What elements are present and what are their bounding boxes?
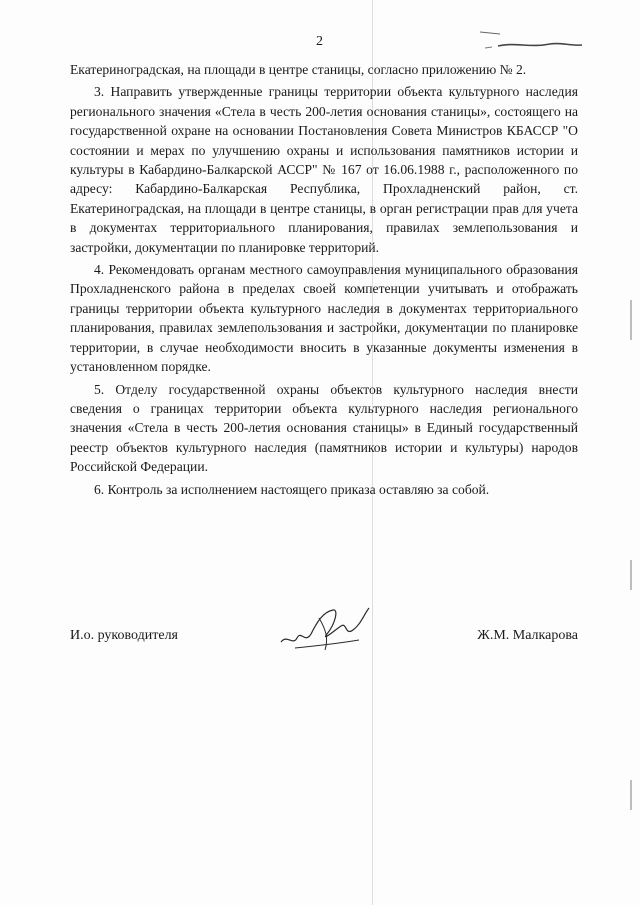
paragraph-item-4: 4. Рекомендовать органам местного самоуправления муниципального образования Прохладненского района в пределах своей компетенции учитывать и отображать границы территории объекта культурного наследия в документах территориального планирования, правилах землепользования и застройки, документации по планировке территории, в случае необходимости вносить в указанные документы изменения в установленном порядке.: [70, 262, 578, 375]
page-number: 2: [316, 34, 323, 49]
paragraph-item-3: 3. Направить утвержденные границы территории объекта культурного наследия регионального значения «Стела в честь 200-летия основания станицы», состоящего на государственной охране на основании Постановления Совета Министров КБАССР "О состоянии и мерах по улучшению охраны и использования памятников истории и культуры в Кабардино-Балкарской АССР" № 167 от 16.06.1988 г., расположенного по адресу: Кабардино-Балкарская Республика, Прохладненский район, ст. Екатериноградская, на площади в центре станицы, в орган регистрации прав для учета в документах территориального планирования, правилах землепользования и застройки, документации по планировке территорий.: [70, 84, 578, 255]
signature-block: [70, 608, 578, 668]
signer-position: И.о. руководителя: [70, 628, 179, 643]
signer-name: Ж.М. Малкарова: [477, 628, 578, 643]
paragraph-continuation: Екатериноградская, на площади в центре станицы, согласно приложению № 2.: [70, 62, 527, 77]
scan-edge-mark: [630, 300, 632, 340]
scan-edge-mark: [630, 780, 632, 810]
scan-edge-mark: [630, 560, 632, 590]
paragraph-item-6: 6. Контроль за исполнением настоящего приказа оставляю за собой.: [94, 481, 490, 497]
paragraph-item-5: 5. Отделу государственной охраны объектов культурного наследия внести сведения о границах территории объекта культурного наследия регионального значения «Стела в честь 200-летия основания станицы» в Единый государственный реестр объектов культурного наследия (памятников истории и культуры) народов Российской Федерации.: [70, 381, 578, 475]
handwritten-signature: [275, 604, 375, 656]
corner-scribble: [470, 28, 590, 52]
document-body: [70, 60, 578, 502]
